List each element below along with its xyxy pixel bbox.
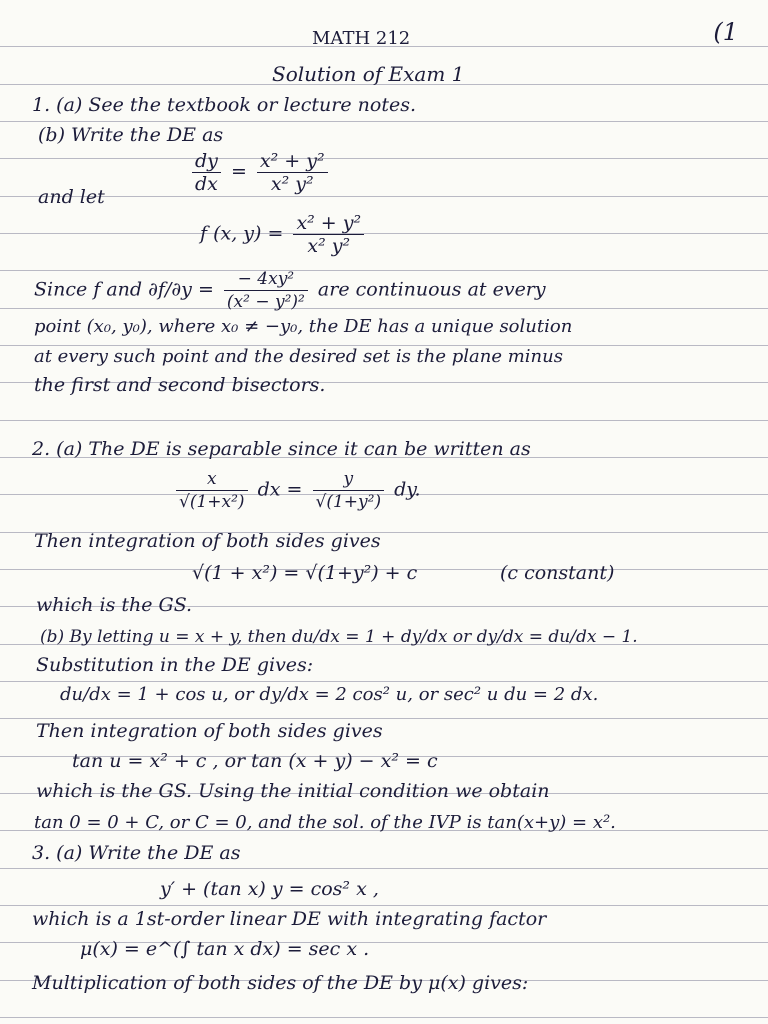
line-1a: 1. (a) See the textbook or lecture notes. [32,94,416,116]
fraction-denominator: √(1+x²) [179,492,245,512]
dy-end: dy. [394,478,421,501]
ruled-line [0,868,768,869]
fraction-denominator: x² y² [307,235,351,257]
ruled-line [0,233,768,234]
fraction-denominator: (x² − y²)² [226,292,305,312]
line-and-let: and let [38,186,105,208]
line-substitution: Substitution in the DE gives: [36,654,314,676]
line-1b: (b) Write the DE as [38,124,224,146]
page-number: (1 [713,18,738,46]
fraction-denominator: dx [195,173,218,195]
continuous-text: are continuous at every [317,278,546,301]
fraction-numerator: y [313,468,385,491]
ruled-line [0,420,768,421]
line-point: point (x₀, y₀), where x₀ ≠ −y₀, the DE has a unique solution [34,316,573,337]
dx-equals: dx = [257,478,303,501]
ruled-line [0,718,768,719]
equation-linear: y′ + (tan x) y = cos² x , [160,878,379,900]
course-code: MATH 212 [312,28,411,49]
line-ivp: tan 0 = 0 + C, or C = 0, and the sol. of the IVP is tan(x+y) = x². [34,812,616,833]
line-2b: (b) By letting u = x + y, then du/dx = 1 + dy/dx or dy/dx = du/dx − 1. [40,627,638,647]
ruled-line [0,1017,768,1018]
line-3a: 3. (a) Write the DE as [32,842,241,864]
fraction-numerator: x² + y² [293,212,364,235]
line-integration-2: Then integration of both sides gives [36,720,383,742]
line-multiplication: Multiplication of both sides of the DE by μ(x) gives: [32,972,529,994]
line-gs: which is the GS. [36,594,193,616]
fraction-numerator: x² + y² [257,150,328,173]
ruled-line [0,158,768,159]
ruled-line [0,121,768,122]
since-text: Since f and ∂f/∂y = [34,278,214,301]
ruled-line [0,196,768,197]
equation-f [200,212,368,257]
equation-separable [172,468,421,513]
line-integration: Then integration of both sides gives [34,530,381,552]
fraction-numerator: − 4xy² [224,268,308,291]
ruled-line [0,905,768,906]
constant-note: (c constant) [500,562,615,584]
equation-mu: μ(x) = e^(∫ tan x dx) = sec x . [80,938,370,960]
equation-gs: √(1 + x²) = √(1+y²) + c [192,562,418,584]
fraction-numerator: dy [192,150,221,173]
fraction-denominator: √(1+y²) [315,492,382,512]
fraction-denominator: x² y² [270,173,314,195]
equation-substitution: du/dx = 1 + cos u, or dy/dx = 2 cos² u, or sec² u du = 2 dx. [60,684,599,705]
line-every: at every such point and the desired set is the plane minus [34,346,563,367]
equation-tan: tan u = x² + c , or tan (x + y) − x² = c [72,750,438,772]
line-since [34,268,546,313]
equation-dydx [188,150,332,195]
f-lhs: f (x, y) = [200,222,284,245]
line-2a: 2. (a) The DE is separable since it can be written as [32,438,531,460]
ruled-line [0,681,768,682]
equals-sign: = [230,160,247,183]
line-linear: which is a 1st-order linear DE with integrating factor [32,908,547,930]
page-title: Solution of Exam 1 [272,62,465,86]
fraction-numerator: x [176,468,248,491]
line-initial: which is the GS. Using the initial condition we obtain [36,780,550,802]
line-bisectors: the first and second bisectors. [34,374,326,396]
